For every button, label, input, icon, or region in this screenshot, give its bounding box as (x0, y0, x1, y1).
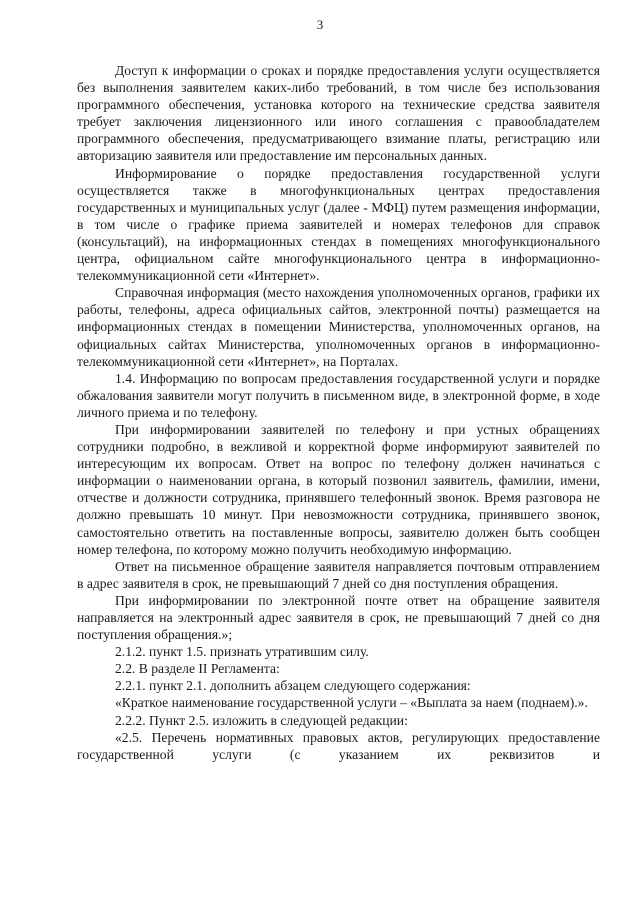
paragraph-written-reply: Ответ на письменное обращение заявителя направляется почтовым отправлением в адрес заявителя в срок, не превышающий 7 дней со дня поступления обращения. (77, 558, 600, 591)
paragraph-2-2-1: 2.2.1. пункт 2.1. дополнить абзацем следующего содержания: (115, 678, 471, 694)
paragraph-2-2: 2.2. В разделе II Регламента: (115, 661, 280, 677)
paragraph-2-5: «2.5. Перечень нормативных правовых актов, регулирующих предоставление государственной услуги (с указанием их реквизитов и (77, 729, 600, 762)
paragraph-2-1-2: 2.1.2. пункт 1.5. признать утратившим силу. (115, 644, 369, 660)
paragraph-reference-info: Справочная информация (место нахождения уполномоченных органов, графики их работы, телефоны, адреса официальных сайтов, электронной почты) размещается на информационных стендах в помещении Министерства, уполномоченных органов, на официальных сайтах Министерства, уполномоченных органов в информационно-телекоммуникационной сети «Интернет», на Порталах. (77, 285, 600, 369)
paragraph-phone-info: При информировании заявителей по телефону и при устных обращениях сотрудники подробно, в вежливой и корректной форме информируют заявителей по интересующим их вопросам. Ответ на вопрос по телефону должен начинаться с информации о наименовании органа, в который позвонил заявитель, фамилии, имени, отчестве и должности сотрудника, принявшего телефонный звонок. Время разговора не должно превышать 10 минут. При невозможности сотрудника, принявшего звонок, самостоятельно ответить на поставленные вопросы, заявителю должен быть сообщен номер телефона, по которому можно получить необходимую информацию. (77, 421, 600, 557)
paragraph-email-reply: При информировании по электронной почте ответ на обращение заявителя направляется на электронный адрес заявителя в срок, не превышающий 7 дней со дня поступления обращения.»; (77, 592, 600, 643)
paragraph-1-4: 1.4. Информацию по вопросам предоставления государственной услуги и порядке обжалования заявители могут получить в письменном виде, в электронной форме, в ходе личного приема и по телефону. (77, 370, 600, 420)
paragraph-2-2-2: 2.2.2. Пункт 2.5. изложить в следующей редакции: (115, 712, 408, 728)
page-number: 3 (316, 17, 324, 32)
paragraph-mfc-info: Информирование о порядке предоставления государственной услуги осуществляется также в многофункциональных центрах предоставления государственных и муниципальных услуг (далее - МФЦ) путем размещения информации, в том числе о графике приема заявителей и номерах телефонов для справок (консультаций), на информационных стендах в помещениях многофункционального центра, официальном сайте многофункционального центра в информационно-телекоммуникационной сети «Интернет». (77, 165, 600, 284)
paragraph-short-name: «Краткое наименование государственной услуги – «Выплата за наем (поднаем).». (115, 695, 588, 711)
document-body (77, 62, 600, 763)
paragraph-access-info: Доступ к информации о сроках и порядке предоставления услуги осуществляется без выполнения заявителем каких-либо требований, в том числе без использования программного обеспечения, установка которого на технические средства заявителя требует заключения лицензионного или иного соглашения с правообладателем программного обеспечения, предусматривающего взимание платы, регистрацию или авторизацию заявителя или предоставление им персональных данных. (77, 63, 600, 164)
